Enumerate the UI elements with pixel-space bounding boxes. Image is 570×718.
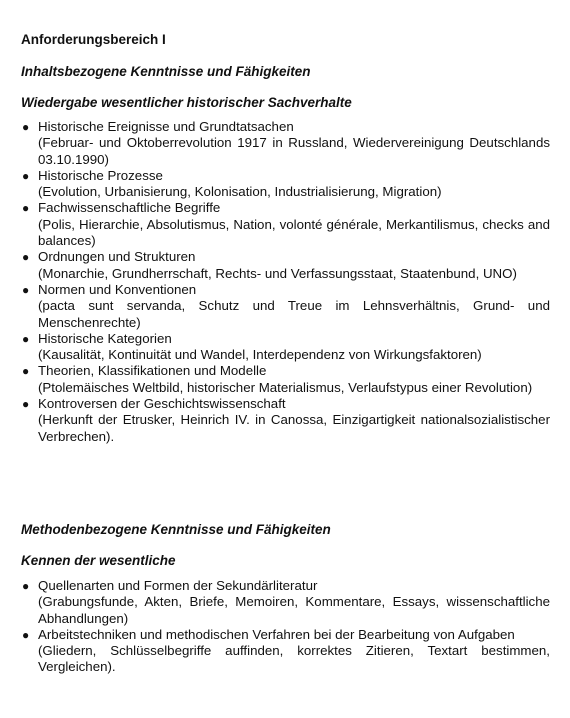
bullet-icon: ● [22, 579, 30, 593]
bullet-icon: ● [22, 364, 30, 379]
bullet-icon: ● [22, 397, 30, 412]
content-knowledge-list [21, 119, 550, 445]
section-title-methodenbezogen: Methodenbezogene Kenntnisse und Fähigkeiten [21, 522, 331, 537]
list-item-title: Ordnungen und Strukturen [38, 249, 196, 265]
list-item-detail: (Herkunft der Etrusker, Heinrich IV. in Canossa, Einzigartigkeit nationalsozialistischer Verbrechen). [38, 412, 550, 444]
bullet-icon: ● [22, 120, 30, 134]
list-item-detail: (Grabungsfunde, Akten, Briefe, Memoiren, Kommentare, Essays, wissenschaftliche Abhandlungen) [38, 594, 550, 626]
bullet-icon: ● [22, 168, 30, 183]
section-subtitle-wiedergabe: Wiedergabe wesentlicher historischer Sachverhalte [21, 95, 352, 110]
bullet-icon: ● [22, 250, 30, 265]
list-item [21, 396, 550, 445]
bullet-icon: ● [22, 331, 30, 346]
list-item-title: Historische Kategorien [38, 330, 172, 346]
list-item-detail: (Ptolemäisches Weltbild, historischer Materialismus, Verlaufstypus einer Revolution) [38, 379, 533, 395]
page-heading: Anforderungsbereich I [21, 32, 166, 47]
list-item [21, 627, 550, 676]
list-item-detail: (Evolution, Urbanisierung, Kolonisation, Industrialisierung, Migration) [38, 184, 442, 200]
list-item-detail: (Polis, Hierarchie, Absolutismus, Nation, volonté générale, Merkantilismus, checks and balances) [38, 216, 550, 249]
list-item [21, 331, 550, 364]
list-item-detail: (Monarchie, Grundherrschaft, Rechts- und Verfassungsstaat, Staatenbund, UNO) [38, 265, 517, 281]
list-item-title: Quellenarten und Formen der Sekundärliteratur [38, 578, 318, 593]
list-item [21, 363, 550, 396]
list-item [21, 119, 550, 168]
section-title-inhaltsbezogen: Inhaltsbezogene Kenntnisse und Fähigkeiten [21, 64, 311, 79]
list-item-title: Theorien, Klassifikationen und Modelle [38, 363, 267, 379]
list-item-title: Kontroversen der Geschichtswissenschaft [38, 396, 286, 412]
bullet-icon: ● [22, 282, 30, 297]
list-item-title: Fachwissenschaftliche Begriffe [38, 200, 221, 216]
list-item-title: Arbeitstechniken und methodischen Verfahren bei der Bearbeitung von Aufgaben [38, 626, 515, 642]
section-subtitle-kennen: Kennen der wesentliche [21, 553, 176, 568]
list-item [21, 249, 550, 282]
list-item [21, 282, 550, 331]
list-item-detail: (Gliedern, Schlüsselbegriffe auffinden, korrektes Zitieren, Textart bestimmen, Vergleichen). [38, 643, 550, 675]
bullet-icon: ● [22, 627, 30, 642]
list-item-title: Historische Ereignisse und Grundtatsachen [38, 119, 294, 134]
list-item [21, 578, 550, 627]
list-item-title: Normen und Konventionen [38, 281, 197, 297]
list-item-detail: (Februar- und Oktoberrevolution 1917 in Russland, Wiedervereinigung Deutschlands 03.10.1990) [38, 135, 550, 167]
method-knowledge-list [21, 578, 550, 676]
list-item-detail: (Kausalität, Kontinuität und Wandel, Interdependenz von Wirkungsfaktoren) [38, 347, 482, 363]
list-item [21, 200, 550, 249]
bullet-icon: ● [22, 201, 30, 216]
list-item-detail: (pacta sunt servanda, Schutz und Treue im Lehnsverhältnis, Grund- und Menschenrechte) [38, 298, 550, 330]
list-item-title: Historische Prozesse [38, 167, 163, 183]
list-item [21, 168, 550, 201]
